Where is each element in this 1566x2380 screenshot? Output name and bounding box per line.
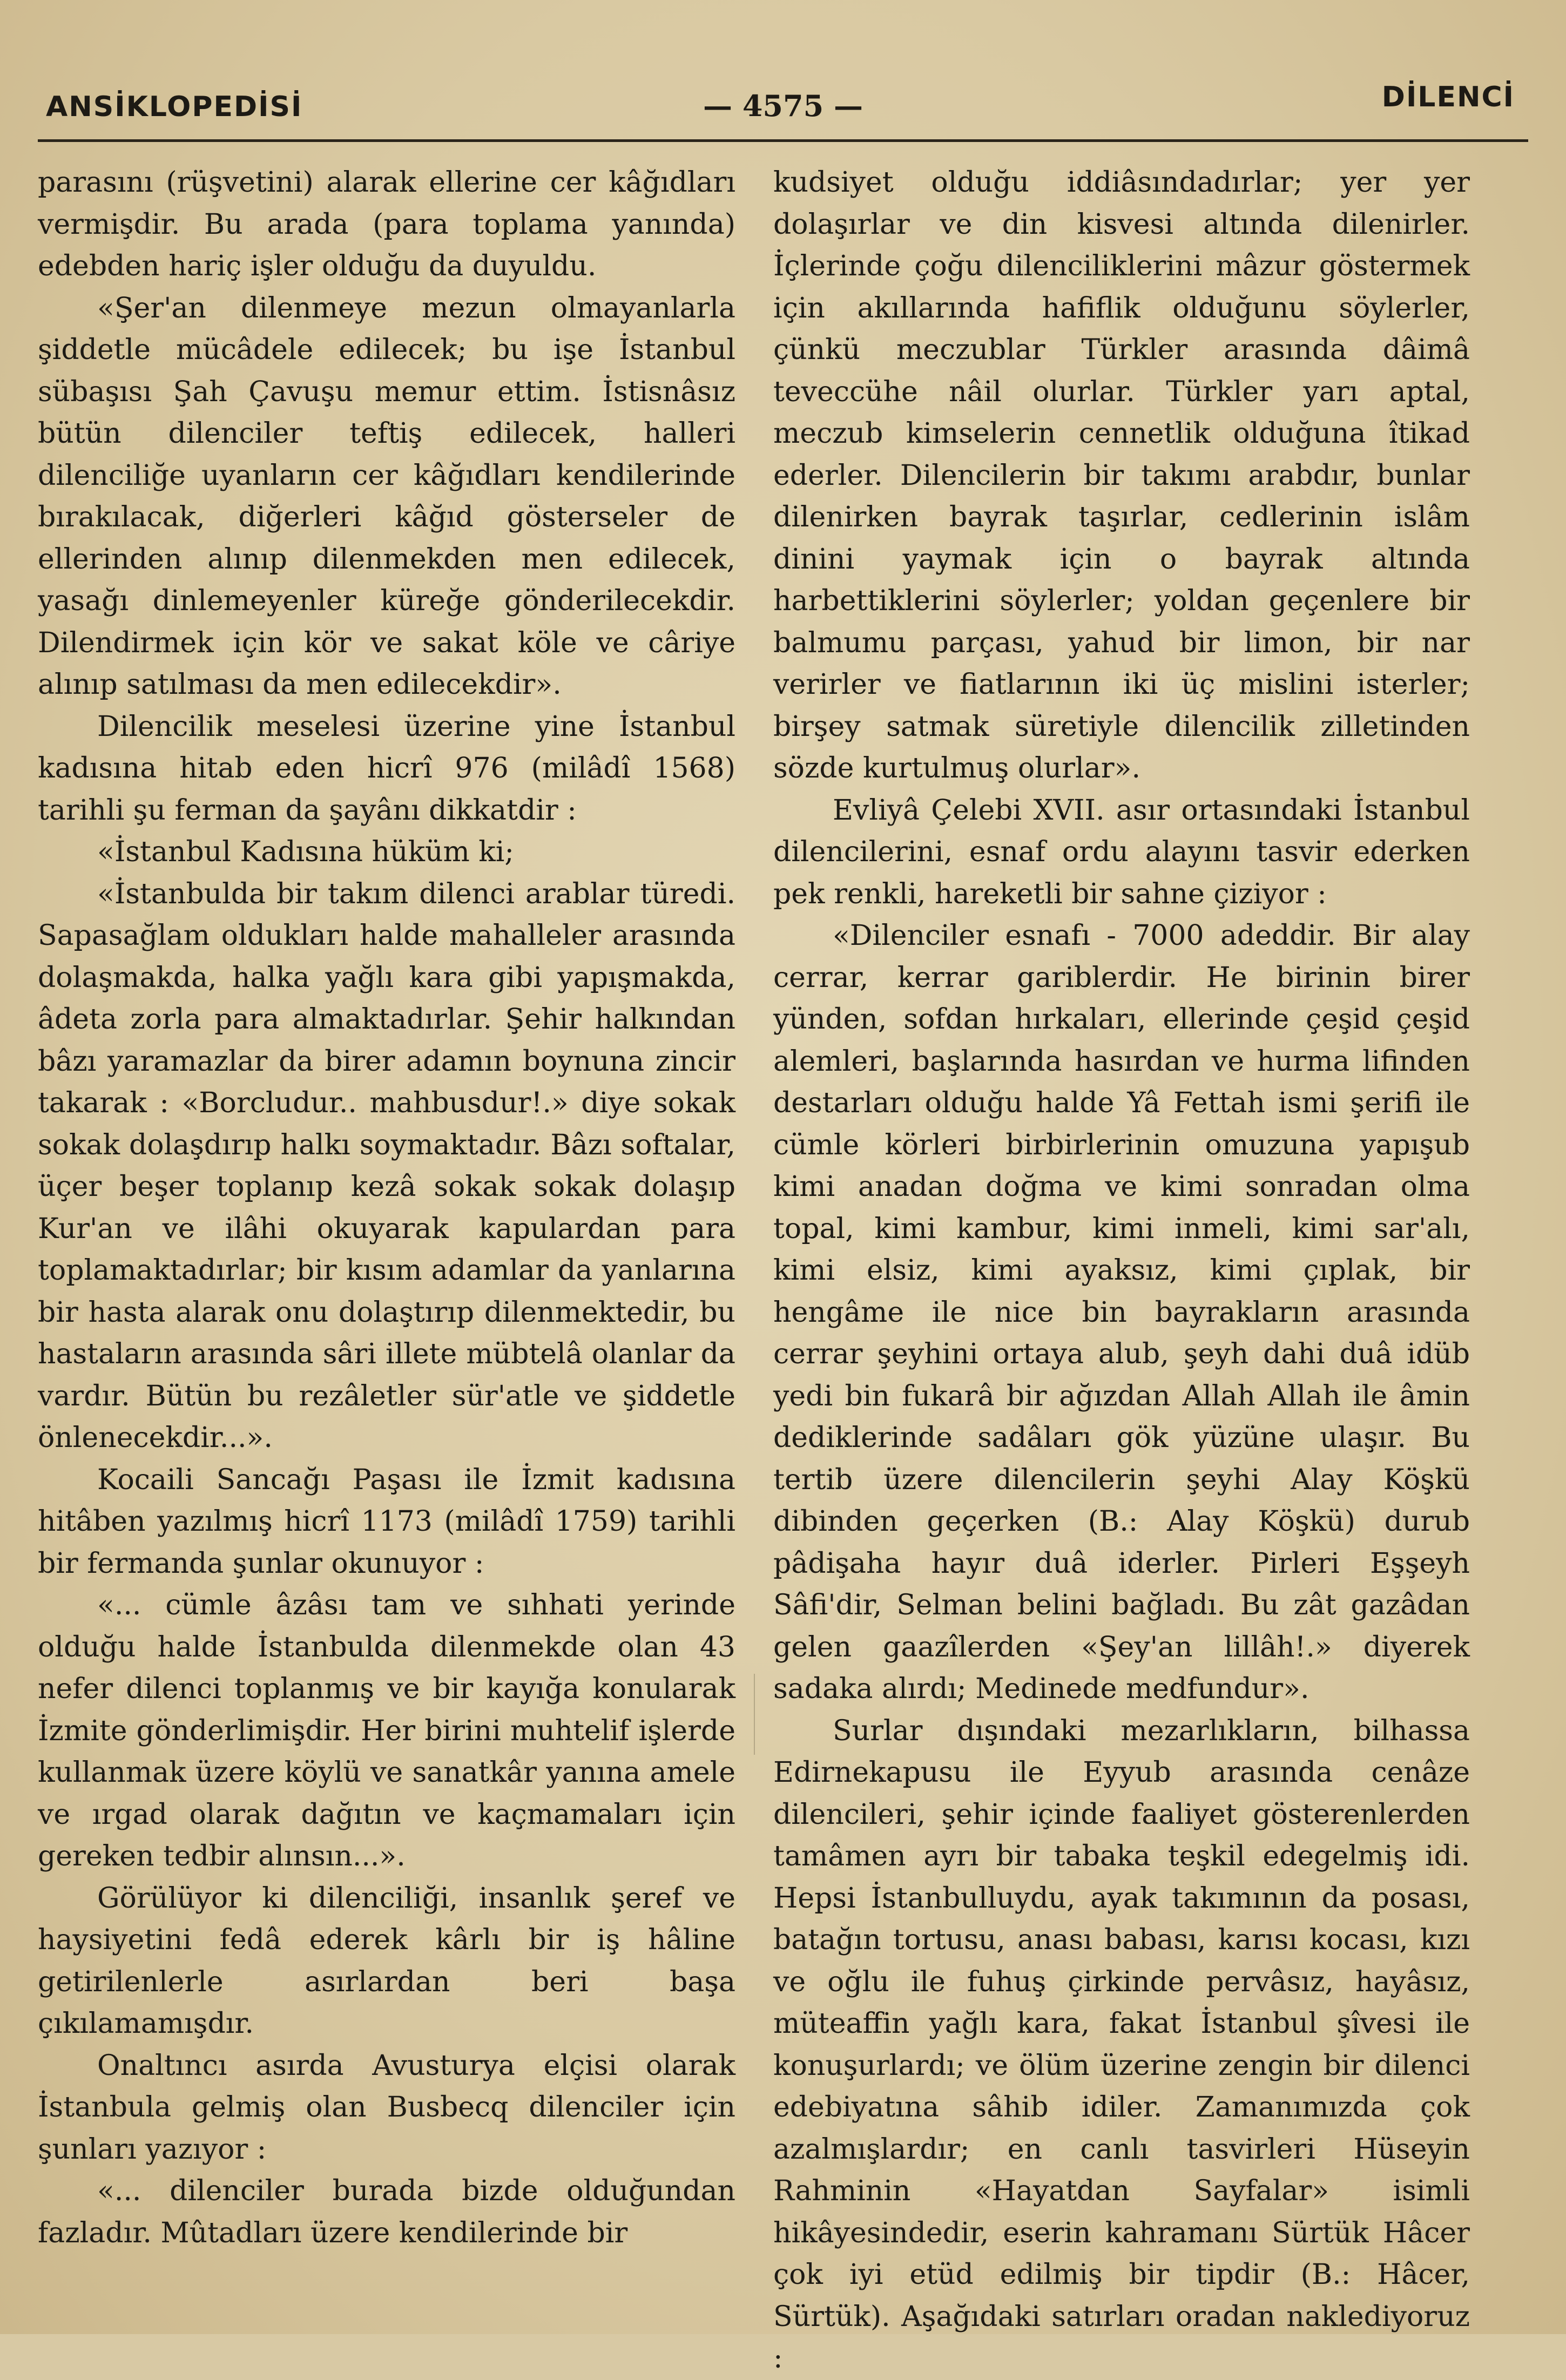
- paragraph: Görülüyor ki dilenciliği, insanlık şeref ve haysiyetini fedâ ederek kârlı bir iş hâline getirilenlerle asırlardan beri başa çıkılamamışdır.: [38, 1882, 735, 2040]
- paragraph: parasını (rüşvetini) alarak ellerine cer kâğıdları vermişdir. Bu arada (para toplama yanında) edebden hariç işler olduğu da duyuldu.: [38, 166, 735, 282]
- paragraph: Kocaili Sancağı Paşası ile İzmit kadısına hitâben yazılmış hicrî 1173 (milâdî 1759) tarihli bir fermanda şunlar okunuyor :: [38, 1463, 735, 1580]
- paragraph: kudsiyet olduğu iddiâsındadırlar; yer yer dolaşırlar ve din kisvesi altında dilenirler. İçlerinde çoğu dilenciliklerini mâzur göstermek için akıllarında hafiflik olduğunu söylerler, çünkü meczublar Türkler arasında dâimâ teveccühe nâil olurlar. Türkler yarı aptal, meczub kimselerin cennetlik olduğuna îtikad ederler. Dilencilerin bir takımı arabdır, bunlar dilenirken bayrak taşırlar, cedlerinin islâm dinini yaymak için o bayrak altında harbettiklerini söylerler; yoldan geçenlere bir balmumu parçası, yahud bir limon, bir nar verirler ve fiatlarının iki üç mislini isterler; birşey satmak süretiyle dilencilik zilletinden sözde kurtulmuş olurlar».: [773, 166, 1470, 785]
- paragraph: Evliyâ Çelebi XVII. asır ortasındaki İstanbul dilencilerini, esnaf ordu alayını tasvir ederken pek renkli, hareketli bir sahne çiziyor :: [773, 794, 1470, 910]
- paragraph: Surlar dışındaki mezarlıkların, bilhassa Edirnekapusu ile Eyyub arasında cenâze dilencileri, şehir içinde faaliyet gösterenlerden tamâmen ayrı bir tabaka teşkil edegelmiş idi. Hepsi İstanbulluydu, ayak takımının da posası, batağın tortusu, anası babası, karısı kocası, kızı ve oğlu ile fuhuş çirkinde pervâsız, hayâsız, müteaffin yağlı kara, fakat İstanbul şîvesi ile konuşurlardı; ve ölüm üzerine zengin bir dilenci edebiyatına sâhib idiler. Zamanımızda çok azalmışlardır; en canlı tasvirleri Hüseyin Rahminin «Hayatdan Sayfalar» isimli hikâyesindedir, eserin kahramanı Sürtük Hâcer çok iyi etüd edilmiş bir tipdir (B.: Hâcer, Sürtük). Aşağıdaki satırları oradan naklediyoruz :: [773, 1714, 1470, 2375]
- paragraph: Dilencilik meselesi üzerine yine İstanbul kadısına hitab eden hicrî 976 (milâdî 1568) tarihli şu ferman da şayânı dikkatdir :: [38, 710, 735, 827]
- paragraph: «... dilenciler burada bizde olduğundan fazladır. Mûtadları üzere kendilerinde bir: [38, 2175, 735, 2249]
- page-header: [43, 81, 1523, 140]
- paragraph: «Şer'an dilenmeye mezun olmayanlarla şiddetle mücâdele edilecek; bu işe İstanbul sübaşısı Şah Çavuşu memur ettim. İstisnâsız bütün dilenciler teftiş edilecek, halleri dilenciliğe uyanların cer kâğıdları kendilerinde bırakılacak, diğerleri kâğıd gösterseler de ellerinden alınıp dilenmekden men edilecek, yasağı dinlemeyenler küreğe gönderilecekdir. Dilendirmek için kör ve sakat köle ve câriye alınıp satılması da men edilecekdir».: [38, 292, 735, 701]
- paragraph: «İstanbul Kadısına hüküm ki;: [97, 836, 514, 868]
- column-divider: [754, 1674, 755, 1755]
- header-rule: [38, 139, 1528, 142]
- page-number: — 4575 —: [703, 89, 863, 123]
- paragraph: «Dilenciler esnafı - 7000 adeddir. Bir alay cerrar, kerrar gariblerdir. He birinin birer yünden, sofdan hırkaları, ellerinde çeşid çeşid alemleri, başlarında hasırdan ve hurma lifinden destarları olduğu halde Yâ Fettah ismi şerifi ile cümle körleri birbirlerinin omuzuna yapışub kimi anadan doğma ve kimi sonradan olma topal, kimi kambur, kimi inmeli, kimi sar'alı, kimi elsiz, kimi ayaksız, kimi çıplak, bir hengâme ile nice bin bayrakların arasında cerrar şeyhini ortaya alub, şeyh dahi duâ idüb yedi bin fukarâ bir ağızdan Allah Allah ile âmin dediklerinde sadâları gök yüzüne ulaşır. Bu tertib üzere dilencilerin şeyhi Alay Köşkü dibinden geçerken (B.: Alay Köşkü) durub pâdişaha hayır duâ iderler. Pirleri Eşşeyh Sâfi'dir, Selman belini bağladı. Bu zât gazâdan gelen gaazîlerden «Şey'an lillâh!.» diyerek sadaka alırdı; Medinede medfundur».: [773, 919, 1470, 1705]
- right-column: [773, 162, 1470, 2380]
- running-head-right: DİLENCİ: [1381, 81, 1515, 113]
- running-head-left: ANSİKLOPEDİSİ: [46, 91, 303, 123]
- paragraph: «... cümle âzâsı tam ve sıhhati yerinde olduğu halde İstanbulda dilenmekde olan 43 nefer dilenci toplanmış ve bir kayığa konularak İzmite gönderlimişdir. Her birini muhtelif işlerde kullanmak üzere köylü ve sanatkâr yanına amele ve ırgad olarak dağıtın ve kaçmamaları için gereken tedbir alınsın...».: [38, 1589, 735, 1872]
- paragraph: Onaltıncı asırda Avusturya elçisi olarak İstanbula gelmiş olan Busbecq dilenciler için şunları yazıyor :: [38, 2049, 735, 2166]
- left-column: [38, 162, 735, 2254]
- paragraph: «İstanbulda bir takım dilenci arablar türedi. Sapasağlam oldukları halde mahalleler arasında dolaşmakda, halka yağlı kara gibi yapışmakda, âdeta zorla para almaktadırlar. Şehir halkından bâzı yaramazlar da birer adamın boynuna zincir takarak : «Borcludur.. mahbusdur!.» diye sokak sokak dolaşdırıp halkı soymaktadır. Bâzı softalar, üçer beşer toplanıp kezâ sokak sokak dolaşıp Kur'an ve ilâhi okuyarak kapulardan para toplamaktadırlar; bir kısım adamlar da yanlarına bir hasta alarak onu dolaştırıp dilenmektedir, bu hastaların arasında sâri illete mübtelâ olanlar da vardır. Bütün bu rezâletler sür'atle ve şiddetle önlenecekdir...».: [38, 877, 735, 1454]
